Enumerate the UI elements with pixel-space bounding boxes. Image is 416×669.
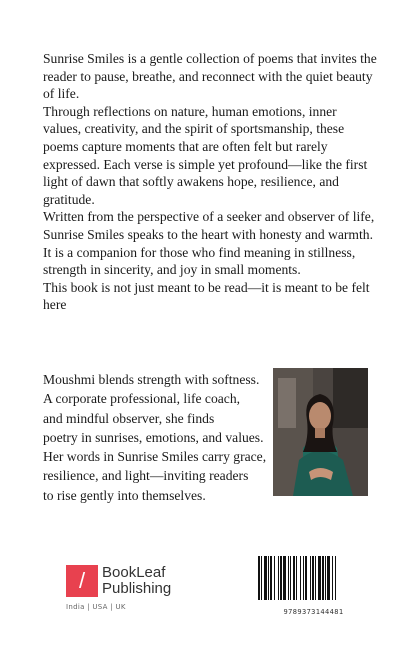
bookleaf-logo-icon: / [66,565,98,597]
bio-line: poetry in sunrises, emotions, and values. [43,429,264,445]
isbn-number: 9789373144481 [283,608,344,616]
publisher-name-line1: BookLeaf [102,564,166,581]
isbn-barcode [257,556,370,616]
blurb-paragraph-3: Written from the perspective of a seeker and observer of life, Sunrise Smiles speaks to the heart with honesty and warmth. It is a companion for those who find meaning in stillness, strength in sincerity, and joy in small moments. [43,209,375,278]
bio-line: and mindful observer, she finds [43,410,215,426]
bio-line: A corporate professional, life coach, [43,391,241,407]
publisher-name [102,565,171,597]
publisher-logo [66,565,206,615]
author-bio [43,370,273,505]
blurb-paragraph-1: Sunrise Smiles is a gentle collection of poems that invites the reader to pause, breathe, and reconnect with the quiet beauty of life. [43,51,377,102]
bio-line: resilience, and light—inviting readers [43,468,249,484]
publisher-name-line2: Publishing [102,580,172,597]
blurb-paragraph-4: This book is not just meant to be read—it is meant to be felt here [43,279,370,313]
barcode-bars [257,556,370,600]
bio-line: to rise gently into themselves. [43,487,206,503]
bio-line: Moushmi blends strength with softness. [43,372,260,387]
blurb-paragraph-2: Through reflections on nature, human emotions, inner values, creativity, and the spirit of sportsmanship, these poems capture moments that are often felt but rarely expressed. Each verse is simple yet profound—like the first light of dawn that softly awakens hope, resilience, and gratitude. [43,103,368,207]
author-photo [273,368,368,496]
publisher-regions: India | USA | UK [66,603,126,611]
back-cover-blurb [43,50,378,314]
bio-line: Her words in Sunrise Smiles carry grace, [43,449,267,465]
